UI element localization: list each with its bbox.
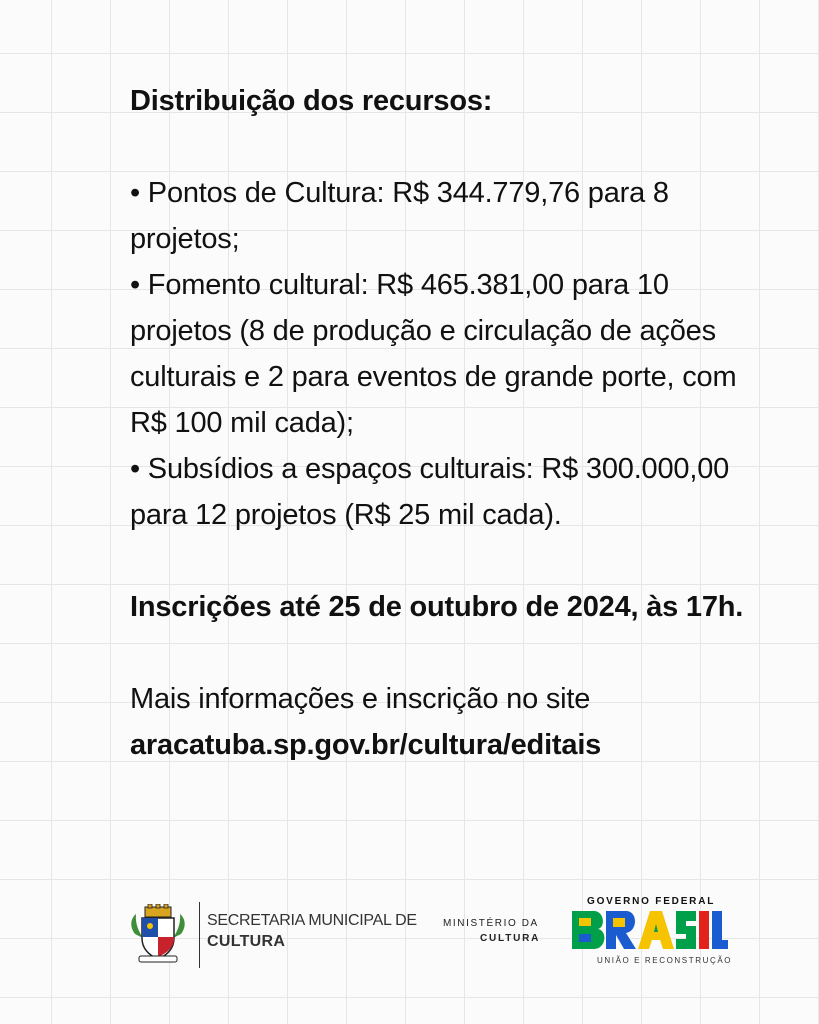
secretaria-label-line2: CULTURA bbox=[207, 933, 286, 950]
ministerio-label-line1: MINISTÉRIO DA bbox=[443, 918, 539, 929]
bullet-fomento-cultural: • Fomento cultural: R$ 465.381,00 para 10 projetos (8 de produção e circulação de ações culturais e 2 para eventos de grande porte, com R$ 100 mil cada); bbox=[130, 269, 737, 439]
spacer bbox=[130, 630, 770, 676]
spacer bbox=[130, 538, 770, 584]
aracatuba-crest-icon bbox=[127, 904, 189, 966]
main-content bbox=[130, 78, 770, 768]
deadline-text: Inscrições até 25 de outubro de 2024, às 17h. bbox=[130, 591, 744, 623]
info-text: Mais informações e inscrição no site bbox=[130, 683, 591, 715]
uniao-reconstrucao-label: UNIÃO E RECONSTRUÇÃO bbox=[597, 956, 733, 965]
brasil-logo-icon bbox=[572, 909, 728, 951]
separator bbox=[199, 902, 200, 968]
section-heading: Distribuição dos recursos: bbox=[130, 85, 493, 117]
spacer bbox=[130, 124, 770, 170]
governo-federal-label: GOVERNO FEDERAL bbox=[587, 896, 716, 907]
bullet-subsidios: • Subsídios a espaços culturais: R$ 300.000,00 para 12 projetos (R$ 25 mil cada). bbox=[130, 453, 730, 531]
info-url: aracatuba.sp.gov.br/cultura/editais bbox=[130, 729, 602, 761]
secretaria-label-line1: SECRETARIA MUNICIPAL DE bbox=[207, 912, 417, 929]
footer-logos bbox=[0, 890, 819, 980]
bullet-pontos-cultura: • Pontos de Cultura: R$ 344.779,76 para 8 projetos; bbox=[130, 177, 669, 255]
ministerio-label-line2: CULTURA bbox=[480, 933, 541, 944]
